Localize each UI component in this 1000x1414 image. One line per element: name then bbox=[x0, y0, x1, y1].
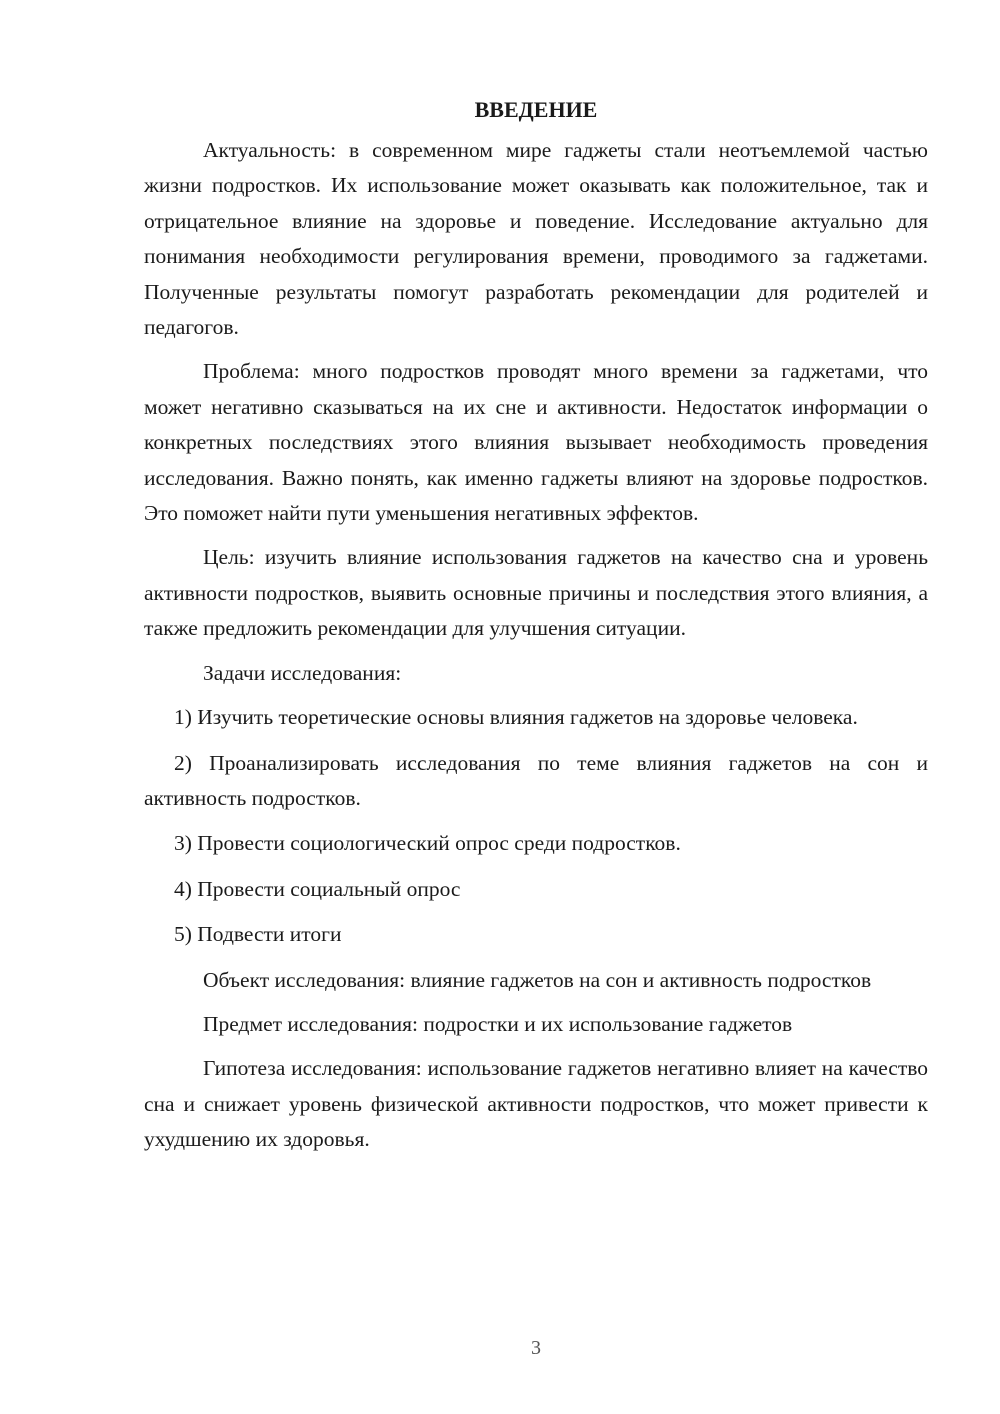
page-title: ВВЕДЕНИЕ bbox=[474, 97, 598, 122]
problem-paragraph: Проблема: много подростков проводят много времени за гаджетами, что может негативно сказываться на их сне и активности. Недостаток информации о конкретных последствиях этого влияния вызывает необходимость проведения исследования. Важно понять, как именно гаджеты влияют на здоровье подростков. Это поможет найти пути уменьшения негативных эффектов. bbox=[144, 359, 928, 526]
task-item: 4) Провести социальный опрос bbox=[174, 876, 461, 901]
hypothesis-paragraph: Гипотеза исследования: использование гаджетов негативно влияет на качество сна и снижает уровень физической активности подростков, что может привести к ухудшению их здоровья. bbox=[144, 1056, 928, 1152]
page-number: 3 bbox=[531, 1337, 541, 1359]
task-item: 1) Изучить теоретические основы влияния гаджетов на здоровье человека. bbox=[174, 705, 858, 730]
goal-paragraph: Цель: изучить влияние использования гаджетов на качество сна и уровень активности подростков, выявить основные причины и последствия этого влияния, а также предложить рекомендации для улучшения ситуации. bbox=[144, 545, 928, 641]
subject-paragraph: Предмет исследования: подростки и их использование гаджетов bbox=[203, 1011, 793, 1036]
page-content bbox=[144, 94, 928, 1167]
task-item: 2) Проанализировать исследования по теме влияния гаджетов на сон и активность подростков. bbox=[144, 750, 928, 810]
object-paragraph: Объект исследования: влияние гаджетов на сон и активность подростков bbox=[203, 967, 872, 992]
relevance-paragraph: Актуальность: в современном мире гаджеты стали неотъемлемой частью жизни подростков. Их использование может оказывать как положительное, так и отрицательное влияние на здоровье и поведение. Исследование актуально для понимания необходимости регулирования времени, проводимого за гаджетами. Полученные результаты помогут разработать рекомендации для родителей и педагогов. bbox=[144, 138, 928, 340]
task-item: 5) Подвести итоги bbox=[174, 922, 342, 947]
task-item: 3) Провести социологический опрос среди подростков. bbox=[174, 831, 681, 856]
tasks-heading: Задачи исследования: bbox=[203, 660, 402, 685]
